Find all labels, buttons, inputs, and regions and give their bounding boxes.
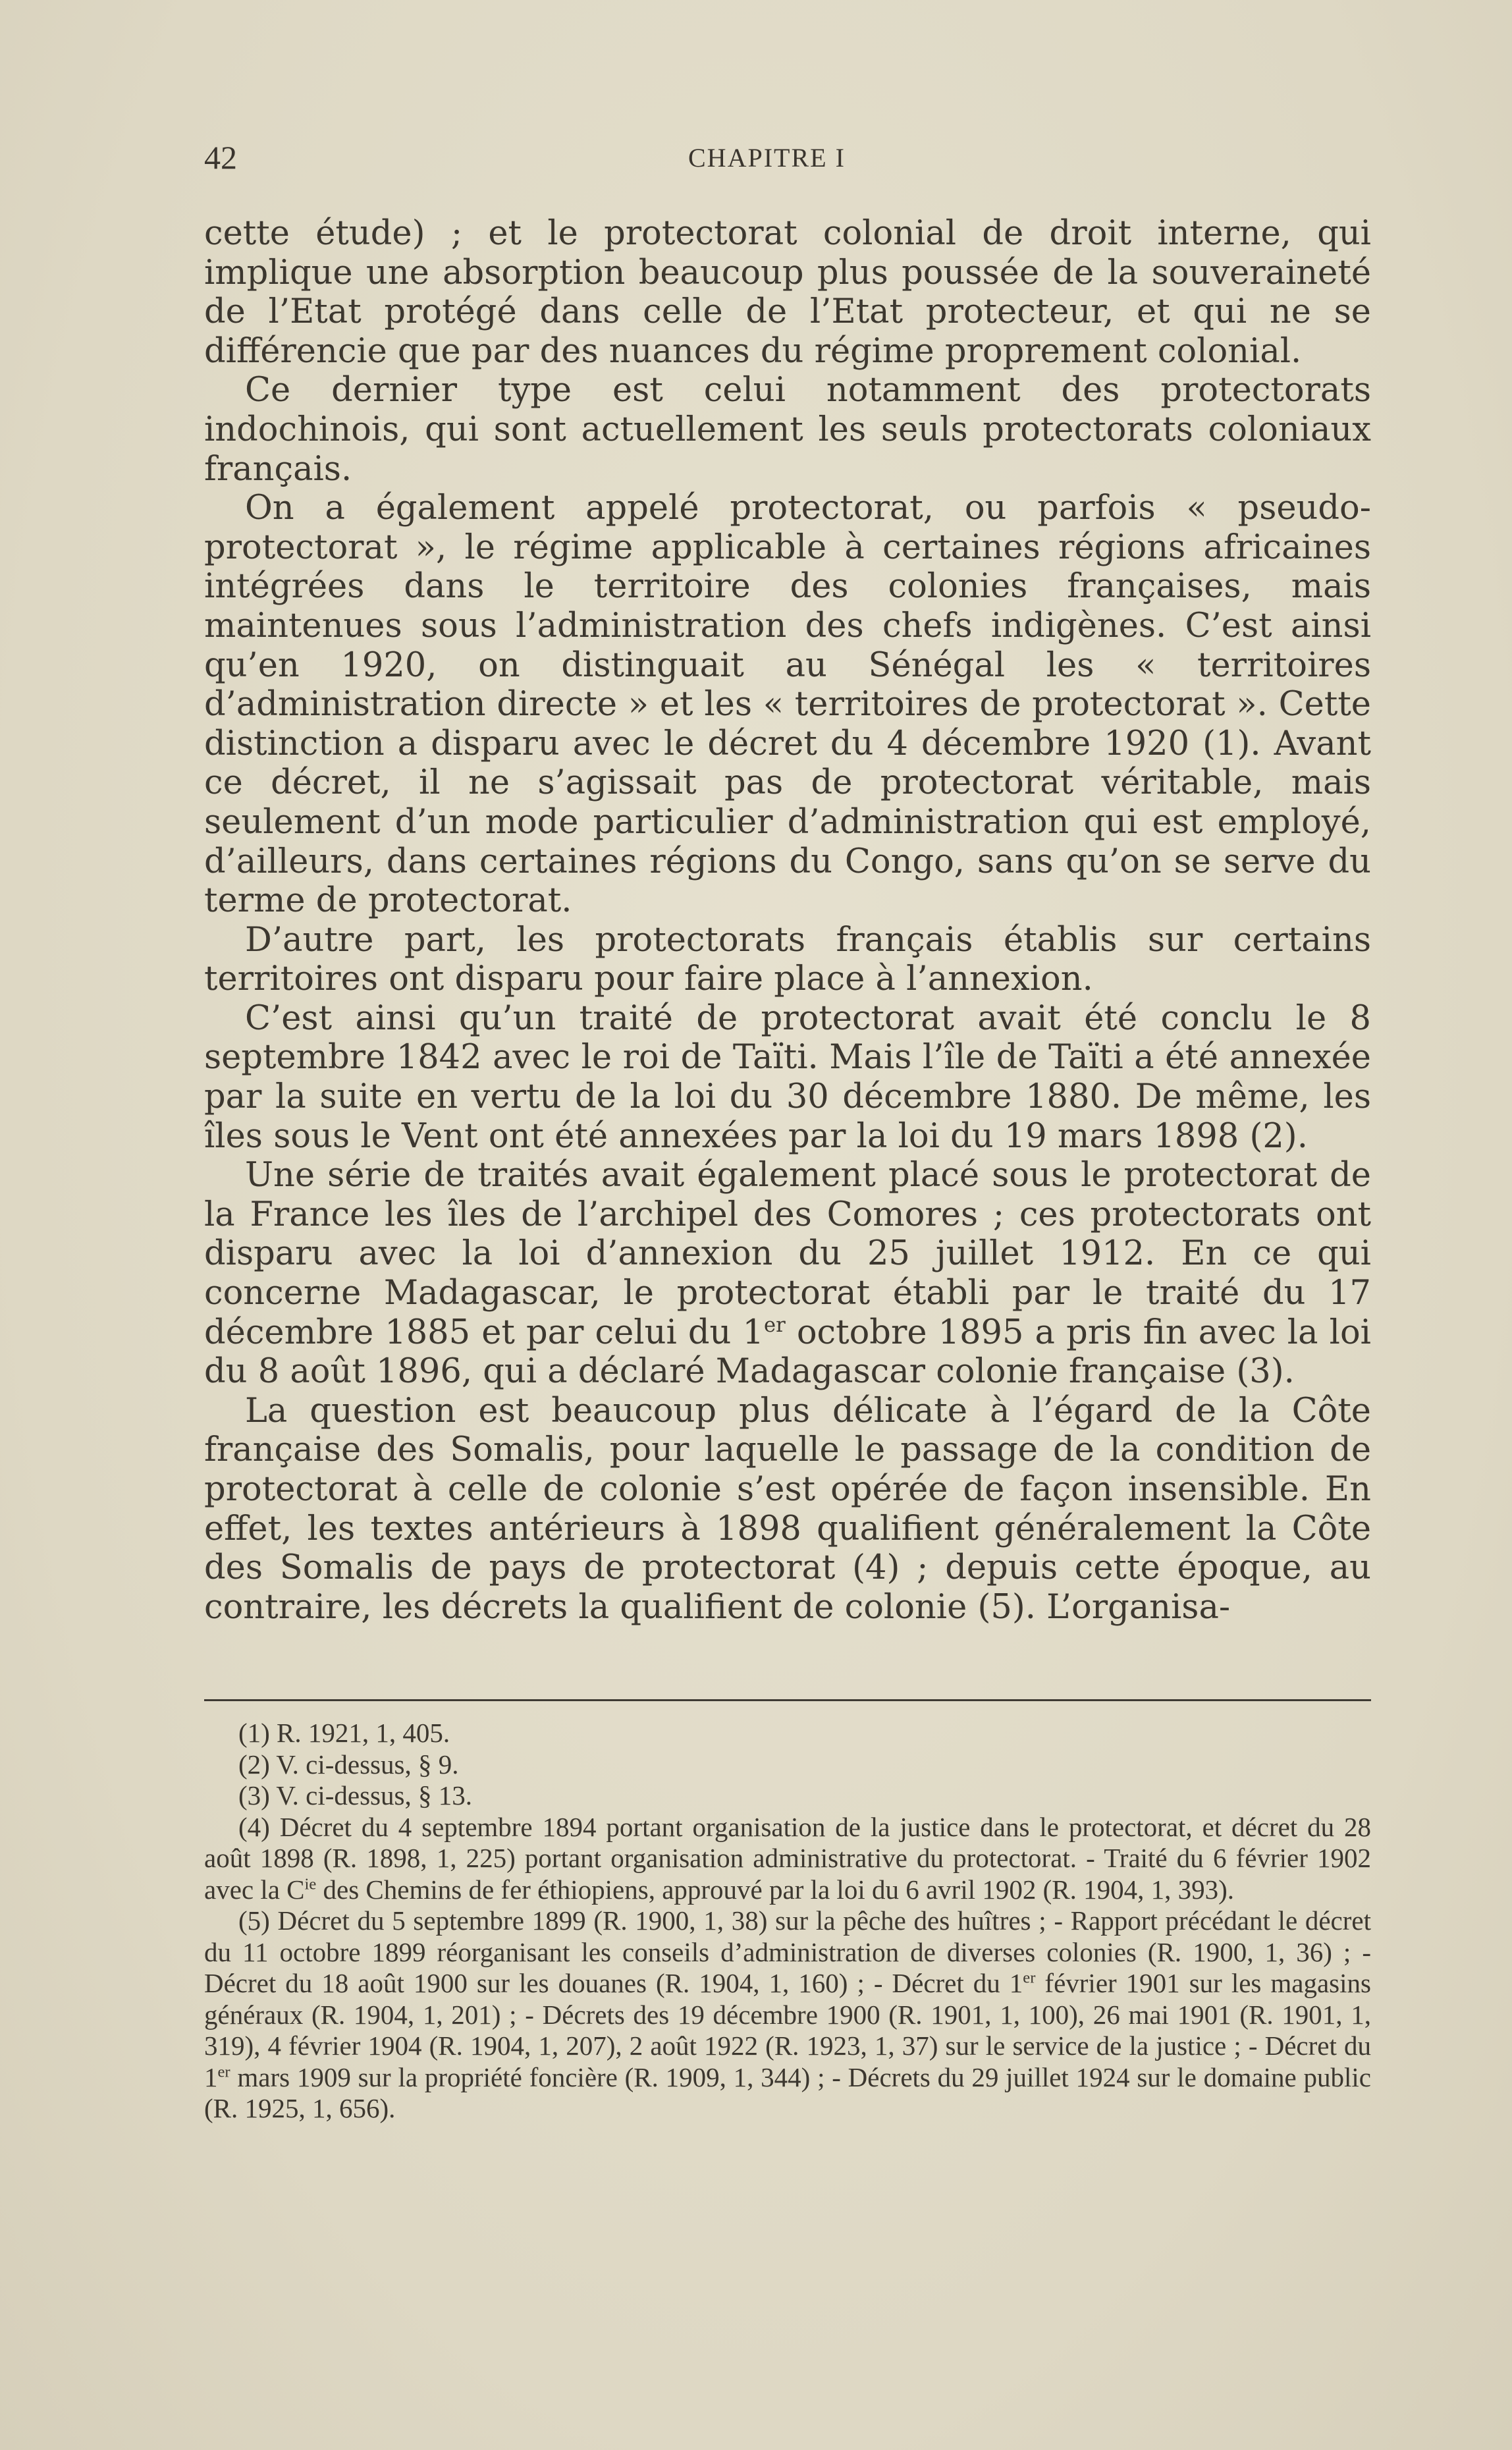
- paragraph-6-text-a: Une série de traités avait également placé sous le protectorat de la France les îles de l’archipel des Comores ; ces protectorats ont disparu avec la loi d’annexion du 25 juillet 1912. En ce qui concerne Madagascar, le protectorat établi par le traité du 17 décembre 1885 et par celui du 1: [204, 1156, 1371, 1352]
- paragraph-4: D’autre part, les protectorats français établis sur certains territoires ont disparu pour faire place à l’annexion.: [204, 920, 1371, 999]
- paragraph-6-text-b: octobre 1895 a pris fin avec la loi du 8 août 1896, qui a déclaré Madagascar colonie française (3).: [204, 1313, 1371, 1392]
- paragraph-7: La question est beaucoup plus délicate à l’égard de la Côte française des Somalis, pour laquelle le passage de la condition de protectorat à celle de colonie s’est opérée de façon insensible. En effet, les textes antérieurs à 1898 qualifient généralement la Côte des Somalis de pays de protectorat (4) ; depuis cette époque, au contraire, les décrets la qualifient de colonie (5). L’organisa-: [204, 1391, 1371, 1627]
- footnote-4: [204, 1812, 1371, 1906]
- paragraph-5: C’est ainsi qu’un traité de protectorat avait été conclu le 8 septembre 1842 avec le roi de Taïti. Mais l’île de Taïti a été annexée par la suite en vertu de la loi du 30 décembre 1880. De même, les îles sous le Vent ont été annexées par la loi du 19 mars 1898 (2).: [204, 998, 1371, 1156]
- paragraph-2: Ce dernier type est celui notamment des protectorats indochinois, qui sont actuellement les seuls protectorats coloniaux français.: [204, 371, 1371, 489]
- footnote-5-text-c: mars 1909 sur la propriété foncière (R. 1909, 1, 344) ; - Décrets du 29 juillet 1924 sur le domaine public (R. 1925, 1, 656).: [204, 2061, 1371, 2123]
- paragraph-3: On a également appelé protectorat, ou parfois « pseudo-protectorat », le régime applicable à certaines régions africaines intégrées dans le territoire des colonies françaises, mais maintenues sous l’administration des chefs indigènes. C’est ainsi qu’en 1920, on distinguait au Sénégal les « territoires d’administration directe » et les « territoires de protectorat ». Cette distinction a disparu avec le décret du 4 décembre 1920 (1). Avant ce décret, il ne s’agissait pas de protectorat véritable, mais seulement d’un mode particulier d’administration qui est employé, d’ailleurs, dans certaines régions du Congo, sans qu’on se serve du terme de protectorat.: [204, 489, 1371, 921]
- footnotes: [204, 1718, 1371, 2125]
- body-text: [204, 214, 1371, 1627]
- footnote-5-text-a: (5) Décret du 5 septembre 1899 (R. 1900, 1, 38) sur la pêche des huîtres ; - Rapport précédant le décret du 11 octobre 1899 réorganisant les conseils d’administration de diverses colonies (R. 1900, 1, 36) ; - Décret du 18 août 1900 sur les douanes (R. 1904, 1, 160) ; - Décret du 1: [204, 1905, 1371, 1998]
- footnote-5-superscript-1: er: [1023, 1969, 1036, 1987]
- footnote-1: (1) R. 1921, 1, 405.: [238, 1718, 450, 1748]
- chapter-title: CHAPITRE I: [688, 143, 846, 173]
- footnote-4-text-b: des Chemins de fer éthiopiens, approuvé par la loi du 6 avril 1902 (R. 1904, 1, 393).: [316, 1874, 1235, 1905]
- footnote-2: (2) V. ci-dessus, § 9.: [238, 1749, 459, 1780]
- paragraph-6: [204, 1156, 1371, 1392]
- paragraph-1: cette étude) ; et le protectorat colonial de droit interne, qui implique une absorption beaucoup plus poussée de la souveraineté de l’Etat protégé dans celle de l’Etat protecteur, et qui ne se différencie que par des nuances du régime proprement colonial.: [204, 214, 1371, 371]
- footnote-5: [204, 1905, 1371, 2125]
- footnote-5-text-b: février 1901 sur les magasins généraux (R. 1904, 1, 201) ; - Décrets des 19 décembre 1900 (R. 1901, 1, 100), 26 mai 1901 (R. 1901, 1, 319), 4 février 1904 (R. 1904, 1, 207), 2 août 1922 (R. 1923, 1, 37) sur le service de la justice ; - Décret du 1: [204, 1968, 1371, 2092]
- footnote-4-text-a: (4) Décret du 4 septembre 1894 portant organisation de la justice dans le protectorat, et décret du 28 août 1898 (R. 1898, 1, 225) portant organisation administrative du protectorat. - Traité du 6 février 1902 avec la C: [204, 1811, 1371, 1905]
- page-number: 42: [204, 139, 237, 176]
- running-head: [204, 138, 1371, 178]
- footnote-separator: [204, 1699, 1371, 1701]
- footnote-4-superscript: ie: [304, 1874, 317, 1893]
- footnote-5-superscript-2: er: [217, 2062, 230, 2081]
- footnote-3: (3) V. ci-dessus, § 13.: [238, 1780, 472, 1810]
- ordinal-superscript: er: [763, 1313, 786, 1337]
